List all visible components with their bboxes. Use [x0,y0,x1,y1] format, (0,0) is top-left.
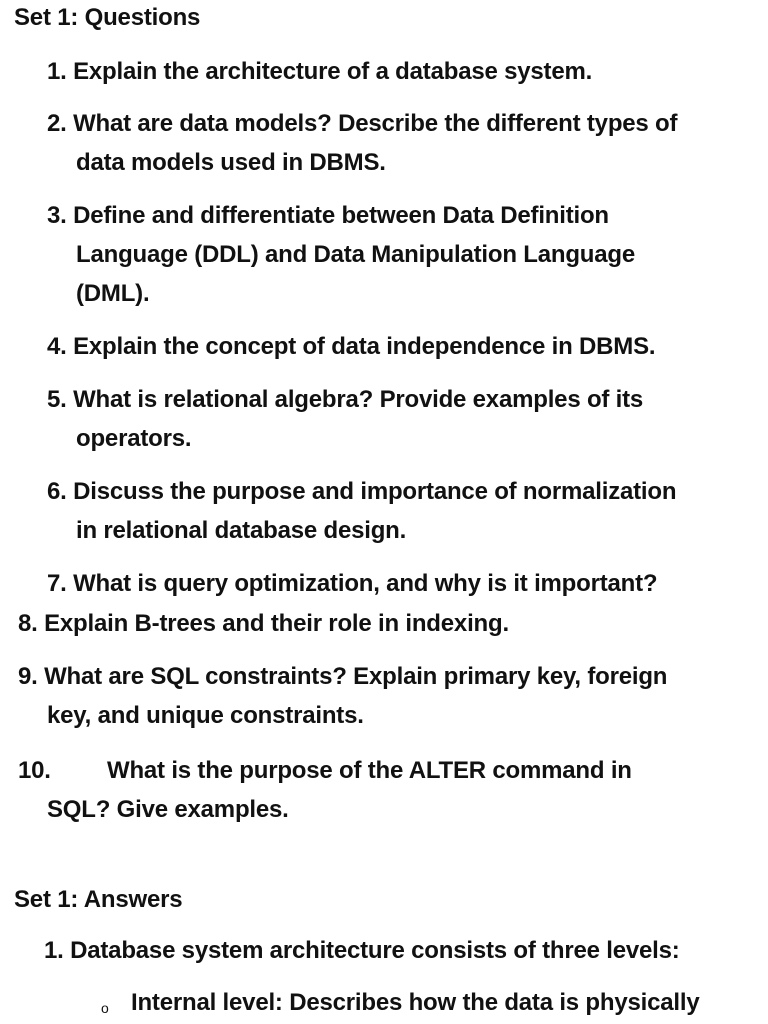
question-2-number: 2. [47,110,67,137]
question-5-number: 5. [47,386,67,413]
question-6-line-2: in relational database design. [76,517,407,544]
question-5-line-2: operators. [76,425,192,452]
answer-subitem-1-text: Internal level: Describes how the data is physically [131,989,700,1016]
question-8-line-1: 8. Explain B-trees and their role in indexing. [18,604,509,643]
question-8-number: 8. [18,610,38,637]
question-item-2 [47,104,677,182]
answer-1-line-1: 1. Database system architecture consists of three levels: [44,931,680,970]
question-item-1 [47,52,592,91]
question-4-number: 4. [47,333,67,360]
question-item-10 [18,751,632,829]
answer-subitem-bullet: o [101,1000,109,1016]
question-10-line-1: 10. What is the purpose of the ALTER command in [18,751,632,790]
question-7-number: 7. [47,570,67,597]
question-item-4 [47,327,655,366]
question-3-line-3: (DML). [76,280,150,307]
question-10-line-2: SQL? Give examples. [47,796,289,823]
question-6-line-1: 6. Discuss the purpose and importance of normalization [47,472,676,511]
question-item-6 [47,472,676,550]
answers-heading: Set 1: Answers [14,886,183,913]
question-4-line-1: 4. Explain the concept of data independence in DBMS. [47,327,655,366]
question-9-line-2: key, and unique constraints. [47,702,364,729]
question-item-5 [47,380,643,458]
answer-1-number: 1. [44,937,64,964]
question-9-line-1: 9. What are SQL constraints? Explain primary key, foreign [18,657,667,696]
question-1-line-1: 1. Explain the architecture of a database system. [47,52,592,91]
question-9-number: 9. [18,663,38,690]
question-item-8 [18,604,509,643]
question-2-line-1: 2. What are data models? Describe the different types of [47,104,677,143]
answer-subitem-1 [131,983,699,1022]
question-10-number: 10. [18,757,51,784]
question-3-number: 3. [47,202,67,229]
question-3-line-2: Language (DDL) and Data Manipulation Language [76,241,636,268]
question-item-7 [47,564,657,603]
questions-heading: Set 1: Questions [14,4,201,31]
question-3-line-1: 3. Define and differentiate between Data Definition [47,196,635,235]
question-5-line-1: 5. What is relational algebra? Provide examples of its [47,380,643,419]
question-2-line-2: data models used in DBMS. [76,149,386,176]
question-item-9 [18,657,667,735]
question-1-number: 1. [47,58,67,85]
question-7-line-1: 7. What is query optimization, and why is it important? [47,564,657,603]
answer-item-1 [44,931,680,970]
question-6-number: 6. [47,478,67,505]
question-item-3 [47,196,635,313]
